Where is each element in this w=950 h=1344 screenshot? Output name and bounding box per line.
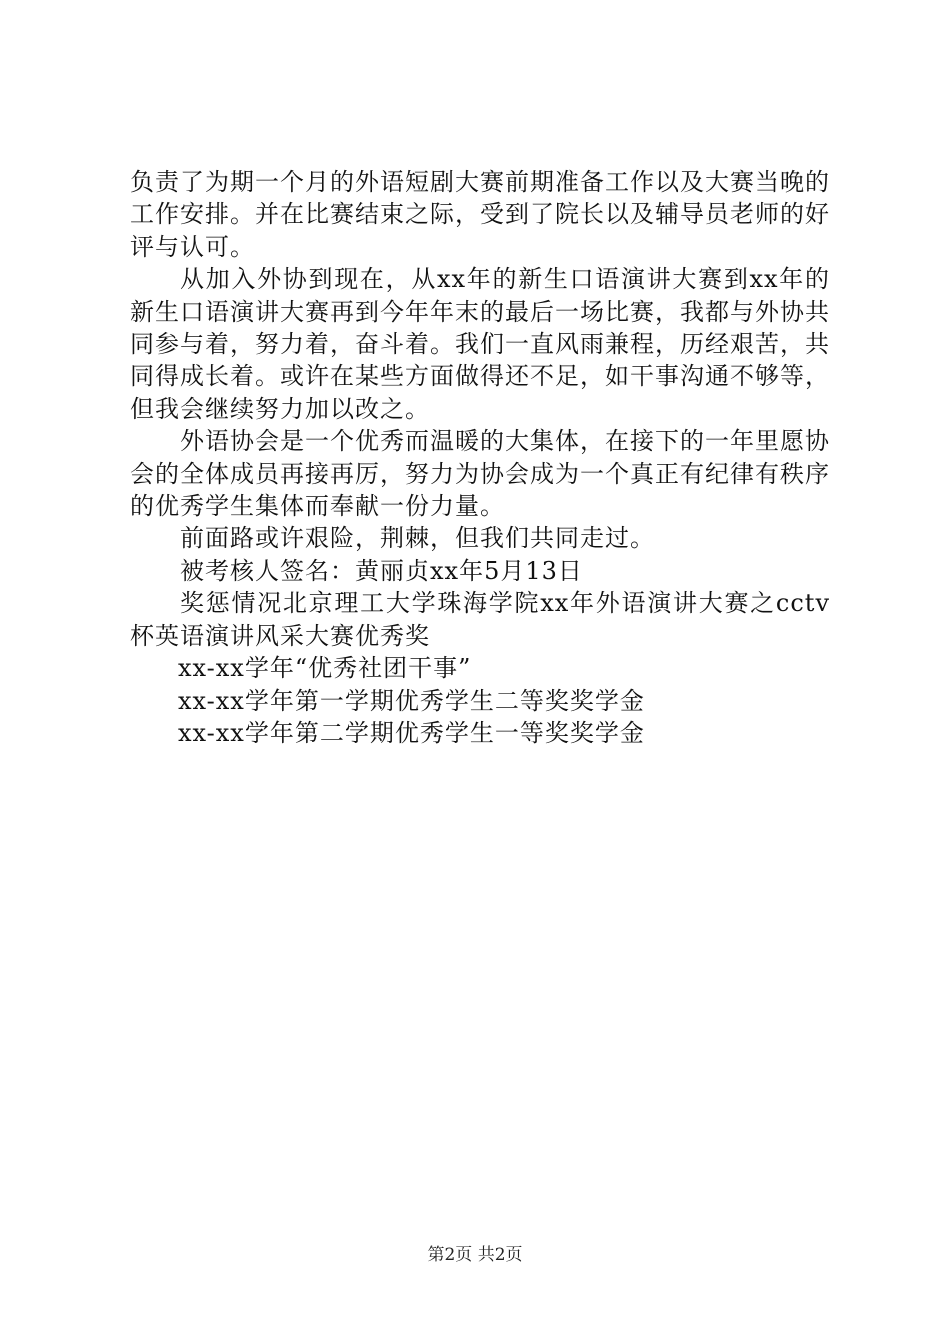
award-item: xx-xx学年“优秀社团干事” xyxy=(178,654,472,683)
paragraph-responsibilities: 负责了为期一个月的外语短剧大赛前期准备工作以及大赛当晚的工作安排。并在比赛结束之际，受到了院长以及辅导员老师的好评与认可。 xyxy=(130,168,830,261)
award-item: xx-xx学年第二学期优秀学生一等奖奖学金 xyxy=(178,718,645,747)
paragraph-association: 外语协会是一个优秀而温暖的大集体，在接下的一年里愿协会的全体成员再接再厉，努力为协会成为一个真正有纪律有秩序的优秀学生集体而奉献一份力量。 xyxy=(130,427,830,521)
paragraph-experience: 从加入外协到现在，从xx年的新生口语演讲大赛到xx年的新生口语演讲大赛再到今年年末的最后一场比赛，我都与外协共同参与着，努力着，奋斗着。我们一直风雨兼程，历经艰苦，共同得成长着。或许在某些方面做得还不足，如干事沟通不够等，但我会继续努力加以改之。 xyxy=(130,265,830,423)
award-item: xx-xx学年第一学期优秀学生二等奖奖学金 xyxy=(178,686,645,715)
rewards-heading: 奖惩情况北京理工大学珠海学院xx年外语演讲大赛之cctv杯英语演讲风采大赛优秀奖 xyxy=(130,589,830,650)
paragraph-closing: 前面路或许艰险，荆棘，但我们共同走过。 xyxy=(180,524,655,553)
signature-line: 被考核人签名：黄丽贞xx年5月13日 xyxy=(180,556,583,585)
page-number-footer: 第2页 共2页 xyxy=(427,1245,523,1265)
document-body xyxy=(130,166,830,749)
